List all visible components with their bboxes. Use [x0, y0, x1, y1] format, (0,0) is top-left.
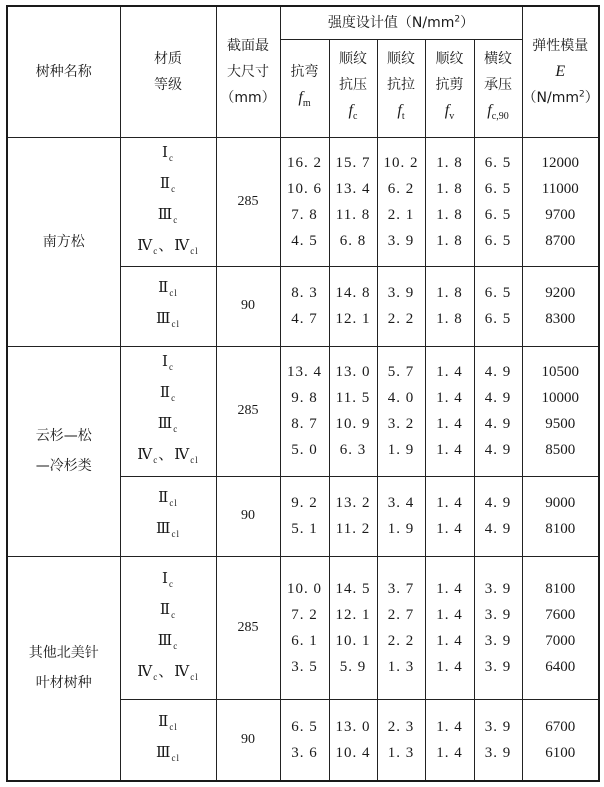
fv-value: 1. 8 — [436, 206, 463, 223]
E-value: 7600 — [545, 606, 576, 623]
ft-value: 3. 9 — [387, 285, 415, 301]
header-fc90-line1: 横纹 — [484, 50, 512, 67]
fm-cell — [280, 476, 329, 556]
strength-design-table — [6, 5, 600, 782]
fc-cell — [329, 476, 377, 556]
section-size-cell: 90 — [216, 476, 280, 556]
E-value: 6100 — [545, 744, 576, 761]
fv-value: 1. 4 — [436, 495, 463, 511]
header-col-ft — [377, 39, 425, 137]
fc-cell — [329, 346, 377, 476]
grade-label: $Ⅳ_c$、$Ⅳ_{cl}$ — [137, 237, 199, 256]
ft-values — [378, 576, 425, 680]
header-size — [216, 6, 280, 137]
fc-cell — [329, 556, 377, 699]
header-modulus — [522, 6, 599, 137]
fc90-value: 4. 9 — [484, 495, 512, 511]
fm-values — [281, 280, 329, 332]
header-size-line3: （mm） — [220, 89, 276, 106]
ft-value: 6. 2 — [387, 180, 415, 197]
fm-value: 4. 7 — [291, 311, 318, 327]
header-species — [7, 6, 120, 137]
header-modulus-line1: 弹性模量 — [532, 37, 589, 54]
fc-values — [330, 714, 377, 766]
fv-cell — [425, 266, 474, 346]
ft-value: 3. 9 — [387, 232, 415, 249]
fm-cell — [280, 346, 329, 476]
E-value: 9500 — [545, 416, 576, 432]
section-size-cell: 90 — [216, 266, 280, 346]
E-cell — [522, 266, 599, 346]
fc90-values — [475, 280, 522, 332]
fv-value: 1. 8 — [436, 154, 463, 171]
E-value: 8100 — [545, 521, 576, 537]
ft-value: 3. 4 — [387, 495, 415, 511]
fc90-value: 6. 5 — [484, 180, 512, 197]
grade-label: $Ⅱ_c$ — [159, 385, 177, 403]
E-value: 10500 — [541, 364, 580, 380]
fm-value: 9. 2 — [291, 495, 318, 511]
E-value: 8500 — [545, 442, 576, 458]
fc-cell — [329, 137, 377, 266]
fc-values — [330, 576, 377, 680]
ft-values — [378, 714, 425, 766]
fm-cell — [280, 699, 329, 781]
E-value: 8700 — [545, 232, 576, 249]
fc90-value: 4. 9 — [484, 442, 512, 458]
table-body — [7, 137, 599, 781]
fm-value: 5. 1 — [291, 521, 318, 537]
fc-value: 13. 0 — [335, 364, 371, 380]
fv-cell — [425, 699, 474, 781]
fm-value: 6. 1 — [291, 632, 318, 649]
section-size-cell: 285 — [216, 346, 280, 476]
fc90-cell — [474, 137, 522, 266]
fc90-cell — [474, 266, 522, 346]
fc90-value: 6. 5 — [484, 154, 512, 171]
header-grade-line1: 材质 — [154, 50, 182, 67]
species-name-line1: 云杉—松 — [35, 428, 92, 444]
grade-label: $Ⅱ_c$ — [159, 175, 177, 194]
ft-value: 1. 3 — [387, 744, 415, 761]
ft-value: 1. 3 — [387, 658, 415, 675]
fm-values — [281, 714, 329, 766]
fv-value: 1. 4 — [436, 606, 463, 623]
header-col-fv — [425, 39, 474, 137]
fm-cell — [280, 137, 329, 266]
fc90-value: 3. 9 — [484, 718, 512, 735]
header-modulus-close: ） — [584, 89, 599, 106]
ft-cell — [377, 556, 425, 699]
grade-cell — [120, 137, 216, 266]
species-name-line2: 叶材树种 — [35, 675, 92, 692]
fv-value: 1. 8 — [436, 285, 463, 301]
fc-cell — [329, 699, 377, 781]
grade-cell — [120, 556, 216, 699]
fc90-value: 6. 5 — [484, 232, 512, 249]
fv-value: 1. 4 — [436, 632, 463, 649]
header-fv-line2: 抗剪 — [435, 76, 464, 93]
grade-list — [121, 709, 216, 771]
fc-value: 10. 9 — [335, 416, 371, 432]
ft-value: 1. 9 — [387, 442, 415, 458]
fc-value: 13. 0 — [335, 718, 371, 735]
fv-value: 1. 8 — [436, 180, 463, 197]
E-value: 11000 — [541, 180, 579, 197]
grade-cell — [120, 266, 216, 346]
fm-value: 5. 0 — [291, 442, 318, 458]
E-value: 6700 — [545, 718, 576, 735]
section-size-cell: 90 — [216, 699, 280, 781]
grade-label: $Ⅲ_{cl}$ — [156, 521, 180, 539]
header-fv-symbol: $f_v$ — [444, 101, 455, 123]
E-value: 8300 — [545, 311, 576, 327]
fm-value: 7. 8 — [291, 206, 318, 223]
header-modulus-sup: 2 — [578, 89, 585, 100]
fv-value: 1. 4 — [436, 718, 463, 735]
grade-list — [121, 485, 216, 547]
section-size-cell: 285 — [216, 556, 280, 699]
header-fc90-symbol: $f_{c,90}$ — [487, 101, 509, 123]
table-row — [7, 137, 599, 266]
fv-values — [426, 359, 474, 463]
grade-list — [121, 566, 216, 690]
grade-list — [121, 349, 216, 473]
fm-value: 3. 6 — [291, 744, 318, 761]
fc90-value: 4. 9 — [484, 521, 512, 537]
grade-label: $Ⅲ_{cl}$ — [156, 744, 180, 763]
E-cell — [522, 699, 599, 781]
header-grade — [120, 6, 216, 137]
fv-value: 1. 8 — [436, 232, 463, 249]
fc90-cell — [474, 556, 522, 699]
species-name-cell — [7, 556, 120, 781]
header-fv-line1: 顺纹 — [435, 50, 464, 67]
E-value: 12000 — [541, 154, 580, 171]
fc90-value: 3. 9 — [484, 580, 512, 597]
fv-value: 1. 4 — [436, 416, 463, 432]
header-grade-line2: 等级 — [154, 76, 182, 93]
E-value: 9200 — [545, 285, 576, 301]
ft-cell — [377, 346, 425, 476]
header-strength-close: ） — [460, 14, 475, 31]
fc90-value: 4. 9 — [484, 416, 512, 432]
ft-value: 2. 1 — [387, 206, 415, 223]
fc-value: 14. 8 — [335, 285, 371, 301]
ft-values — [378, 490, 425, 542]
fv-value: 1. 4 — [436, 521, 463, 537]
header-size-line2: 大尺寸 — [227, 63, 269, 80]
table-row — [7, 556, 599, 699]
ft-value: 5. 7 — [387, 364, 415, 380]
table-header — [7, 6, 599, 137]
fc90-value: 6. 5 — [484, 206, 512, 223]
ft-cell — [377, 266, 425, 346]
header-modulus-symbol: E — [555, 62, 566, 80]
grade-label: $Ⅲ_c$ — [157, 632, 179, 651]
fc90-cell — [474, 476, 522, 556]
fv-cell — [425, 556, 474, 699]
E-value: 8100 — [545, 580, 576, 597]
fc90-value: 6. 5 — [484, 285, 512, 301]
ft-values — [378, 280, 425, 332]
fc90-values — [475, 359, 522, 463]
grade-cell — [120, 476, 216, 556]
fc90-values — [475, 490, 522, 542]
fc-value: 11. 2 — [335, 521, 371, 537]
grade-label: $Ⅳ_c$、$Ⅳ_{cl}$ — [137, 663, 199, 682]
E-values — [523, 359, 599, 463]
header-modulus-unit: （N/mm — [522, 89, 579, 106]
E-value: 7000 — [545, 632, 576, 649]
E-cell — [522, 346, 599, 476]
E-values — [523, 280, 599, 332]
grade-label: $Ⅰ_c$ — [162, 570, 174, 589]
ft-cell — [377, 476, 425, 556]
E-value: 10000 — [541, 390, 580, 406]
fm-values — [281, 490, 329, 542]
ft-cell — [377, 137, 425, 266]
fm-value: 16. 2 — [287, 154, 322, 171]
species-name-line2: —冷杉类 — [35, 458, 92, 474]
fm-value: 13. 4 — [287, 364, 322, 380]
fv-value: 1. 4 — [436, 442, 463, 458]
fm-values — [281, 150, 329, 254]
species-name-cell — [7, 346, 120, 556]
fc-value: 6. 3 — [339, 442, 367, 458]
grade-label: $Ⅱ_c$ — [159, 601, 177, 620]
fc90-values — [475, 714, 522, 766]
fm-value: 4. 5 — [291, 232, 318, 249]
ft-value: 4. 0 — [387, 390, 415, 406]
fc90-cell — [474, 346, 522, 476]
header-col-fc — [329, 39, 377, 137]
fm-values — [281, 359, 329, 463]
fc90-value: 4. 9 — [484, 364, 512, 380]
E-value: 9700 — [545, 206, 576, 223]
fv-value: 1. 4 — [436, 390, 463, 406]
ft-value: 1. 9 — [387, 521, 415, 537]
fc-value: 12. 1 — [335, 311, 371, 327]
E-values — [523, 714, 599, 766]
E-values — [523, 150, 599, 254]
fm-value: 10. 0 — [287, 580, 322, 597]
fc-cell — [329, 266, 377, 346]
ft-value: 3. 2 — [387, 416, 415, 432]
fc-values — [330, 490, 377, 542]
fc-value: 5. 9 — [339, 658, 367, 675]
header-col-fc90 — [474, 39, 522, 137]
grade-list — [121, 140, 216, 264]
E-values — [523, 576, 599, 680]
fc90-value: 3. 9 — [484, 744, 512, 761]
fv-value: 1. 8 — [436, 311, 463, 327]
header-strength-sup: 2 — [454, 14, 461, 25]
grade-label: $Ⅱ_{cl}$ — [158, 490, 178, 508]
grade-label: $Ⅰ_c$ — [162, 354, 174, 372]
header-ft-line1: 顺纹 — [387, 50, 415, 67]
fm-value: 8. 3 — [291, 285, 318, 301]
fm-value: 6. 5 — [291, 718, 318, 735]
grade-list — [121, 275, 216, 337]
grade-label: $Ⅱ_{cl}$ — [158, 280, 178, 298]
fv-values — [426, 150, 474, 254]
ft-value: 2. 3 — [387, 718, 415, 735]
ft-values — [378, 359, 425, 463]
ft-cell — [377, 699, 425, 781]
fc90-value: 3. 9 — [484, 658, 512, 675]
table-row — [7, 346, 599, 476]
fm-cell — [280, 266, 329, 346]
species-name-line1: 南方松 — [42, 233, 85, 250]
grade-label: $Ⅰ_c$ — [162, 144, 174, 163]
ft-value: 2. 2 — [387, 632, 415, 649]
fc90-value: 3. 9 — [484, 632, 512, 649]
fv-values — [426, 714, 474, 766]
E-cell — [522, 556, 599, 699]
header-ft-symbol: $f_t$ — [397, 101, 405, 123]
section-size-cell: 285 — [216, 137, 280, 266]
fm-value: 9. 8 — [291, 390, 318, 406]
grade-label: $Ⅲ_{cl}$ — [156, 311, 180, 329]
fv-value: 1. 4 — [436, 364, 463, 380]
E-values — [523, 490, 599, 542]
fm-value: 3. 5 — [291, 658, 318, 675]
E-value: 6400 — [545, 658, 576, 675]
fc90-value: 4. 9 — [484, 390, 512, 406]
fm-cell — [280, 556, 329, 699]
fm-value: 8. 7 — [291, 416, 318, 432]
fv-value: 1. 4 — [436, 580, 463, 597]
fc90-value: 3. 9 — [484, 606, 512, 623]
fc-values — [330, 280, 377, 332]
header-size-line1: 截面最 — [227, 37, 269, 54]
fv-values — [426, 576, 474, 680]
species-name-line1: 其他北美针 — [28, 645, 99, 662]
fc-values — [330, 359, 377, 463]
grade-cell — [120, 699, 216, 781]
E-value: 9000 — [545, 495, 576, 511]
fc-value: 10. 4 — [335, 744, 371, 761]
fc-values — [330, 150, 377, 254]
fc90-cell — [474, 699, 522, 781]
ft-value: 2. 7 — [387, 606, 415, 623]
header-fc-line2: 抗压 — [339, 76, 367, 93]
grade-label: $Ⅲ_c$ — [157, 416, 179, 434]
fc-value: 14. 5 — [335, 580, 371, 597]
header-col-fm — [280, 39, 329, 137]
header-species-label: 树种名称 — [35, 63, 92, 80]
header-fm-symbol: $f_m$ — [298, 88, 311, 110]
fv-cell — [425, 346, 474, 476]
header-strength-label: 强度设计值（N/mm — [327, 14, 455, 31]
fc-value: 11. 5 — [335, 390, 371, 406]
grade-cell — [120, 346, 216, 476]
fv-cell — [425, 476, 474, 556]
fc90-values — [475, 150, 522, 254]
fm-value: 10. 6 — [287, 180, 322, 197]
species-name-cell — [7, 137, 120, 346]
fc90-values — [475, 576, 522, 680]
fc-value: 12. 1 — [335, 606, 371, 623]
header-fc90-line2: 承压 — [484, 76, 512, 93]
header-strength-group — [280, 6, 522, 39]
fv-value: 1. 4 — [436, 744, 463, 761]
fc-value: 10. 1 — [335, 632, 371, 649]
grade-label: $Ⅱ_{cl}$ — [158, 713, 178, 732]
fc90-value: 6. 5 — [484, 311, 512, 327]
fv-cell — [425, 137, 474, 266]
grade-label: $Ⅲ_c$ — [157, 206, 179, 225]
fv-value: 1. 4 — [436, 658, 463, 675]
header-fm-line1: 抗弯 — [290, 63, 319, 80]
fm-values — [281, 576, 329, 680]
fc-value: 15. 7 — [335, 154, 371, 171]
fc-value: 13. 4 — [335, 180, 371, 197]
ft-values — [378, 150, 425, 254]
grade-label: $Ⅳ_c$、$Ⅳ_{cl}$ — [137, 447, 199, 465]
fv-values — [426, 280, 474, 332]
header-ft-line2: 抗拉 — [387, 76, 415, 93]
ft-value: 10. 2 — [383, 154, 419, 171]
header-fc-line1: 顺纹 — [339, 50, 367, 67]
ft-value: 2. 2 — [387, 311, 415, 327]
fv-values — [426, 490, 474, 542]
fc-value: 6. 8 — [339, 232, 367, 249]
E-cell — [522, 476, 599, 556]
fc-value: 13. 2 — [335, 495, 371, 511]
E-cell — [522, 137, 599, 266]
fm-value: 7. 2 — [291, 606, 318, 623]
header-fc-symbol: $f_c$ — [348, 101, 358, 123]
ft-value: 3. 7 — [387, 580, 415, 597]
fc-value: 11. 8 — [335, 206, 371, 223]
